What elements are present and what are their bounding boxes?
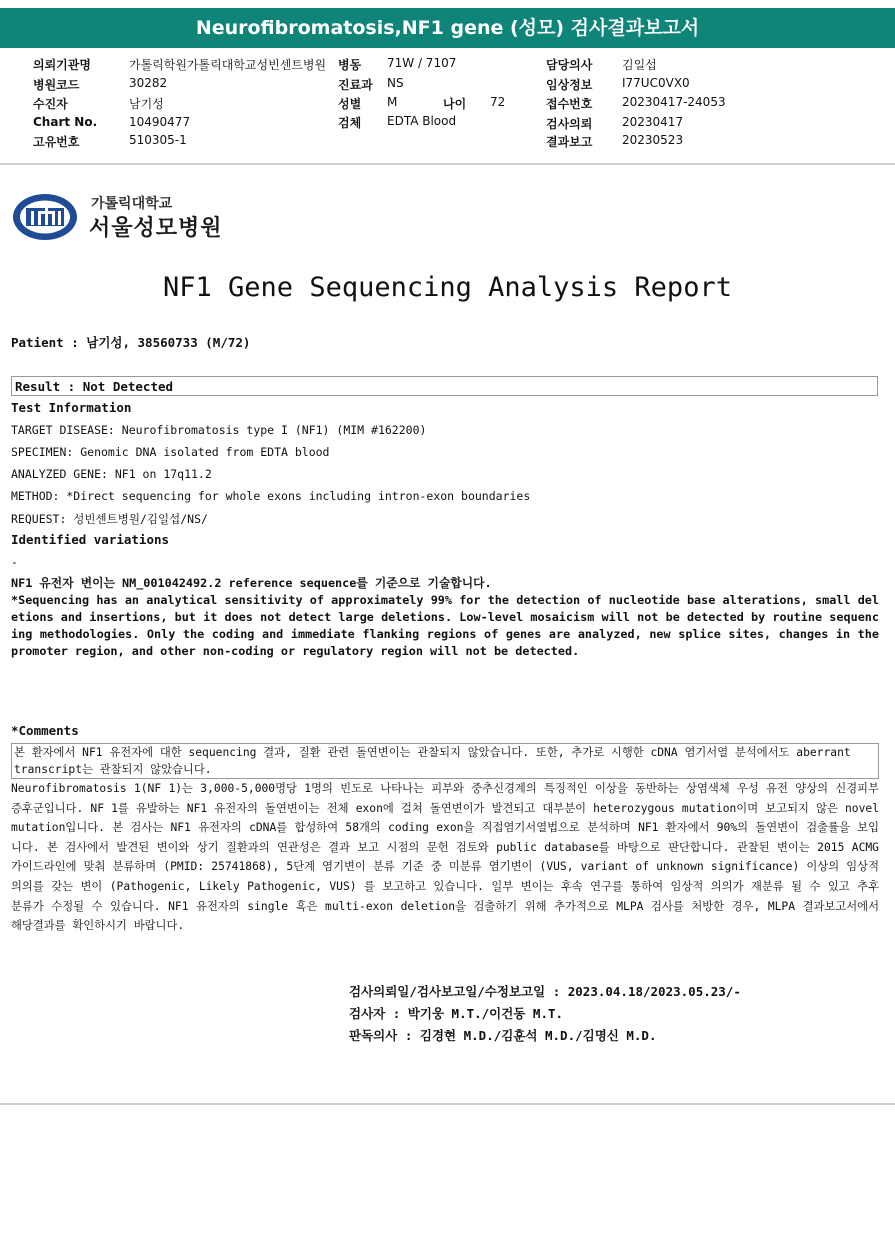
- label-receipt-number: 접수번호: [546, 97, 593, 111]
- label-sex: 성별: [338, 97, 362, 111]
- request-line: REQUEST: 성빈센트병원/김일섭/NS/: [11, 512, 208, 526]
- target-disease-line: TARGET DISEASE: Neurofibromatosis type I (NF1) (MIM #162200): [11, 423, 427, 437]
- method-line: METHOD: *Direct sequencing for whole exons including intron-exon boundaries: [11, 489, 531, 503]
- reading-physician-line: 판독의사 : 김경현 M.D./김훈석 M.D./김명신 M.D.: [349, 1028, 657, 1043]
- report-header-title: Neurofibromatosis,NF1 gene (성모) 검사결과보고서: [0, 8, 895, 48]
- label-hospital-code: 병원코드: [33, 78, 80, 92]
- value-hospital-code: 30282: [129, 76, 168, 90]
- value-department: NS: [387, 76, 404, 90]
- value-age: 72: [490, 95, 506, 109]
- label-age: 나이: [443, 97, 467, 111]
- comments-body: Neurofibromatosis 1(NF 1)는 3,000-5,000명당 1명의 빈도로 나타나는 피부와 중추신경계의 특징적인 이상을 동반하는 상염색체 우성 유전 양상의 신경피부증후군입니다. NF 1를 유발하는 NF1 유전자의 돌연변이는 전체 exon에 걸쳐 돌연변이가 발견되고 대부분이 heterozygous mutation이며 보고되지 않은 novel mutation입니다. 본 검사는 NF1 유전자의 cDNA를 합성하여 58개의 coding exon을 직접염기서열법으로 분석하며 NF1 환자에서 90%의 돌연변이 검출률을 보입니다. 본 검사에서 발견된 변이와 상기 질환과의 연관성은 결과 보고 시점의 문헌 검토와 public database를 바탕으로 판단합니다. 관찰된 변이는 2015 ACMG 가이드라인에 맞춰 분류하며 (PMID: 25741868), 5단계 염기변이 분류 기준 중 미분류 염기변이 (VUS, variant of unknown significance) 이상의 임상적 의의를 갖는 변이 (Pathogenic, Likely Pathogenic, VUS) 를 보고하고 있습니다. 일부 변이는 후속 연구를 통하여 임상적 의의가 재분류 될 수 있고 추후 분류가 수정될 수 있습니다. NF1 유전자의 single 혹은 multi-exon deletion을 검출하기 위해 추가적으로 MLPA 검사를 처방한 경우, MLPA 결과보고서에서 해당결과를 확인하시기 바랍니다.: [11, 782, 879, 933]
- label-patient: 수진자: [33, 97, 68, 111]
- technician-line: 검사자 : 박기웅 M.T./이건동 M.T.: [349, 1006, 564, 1021]
- hospital-name: 서울성모병원: [89, 216, 223, 241]
- header-divider: [0, 163, 895, 165]
- hospital-emblem-icon: [12, 193, 78, 241]
- label-result-report-date: 결과보고: [546, 135, 593, 149]
- identified-variations-heading: Identified variations: [11, 532, 170, 547]
- label-unique-number: 고유번호: [33, 135, 80, 149]
- value-requesting-institution: 가톨릭학원가톨릭대학교성빈센트병원: [129, 58, 327, 72]
- identified-variations-value: -: [11, 555, 18, 569]
- footer-divider: [0, 1103, 895, 1105]
- value-unique-number: 510305-1: [129, 133, 187, 147]
- label-department: 진료과: [338, 78, 373, 92]
- analyzed-gene-line: ANALYZED GENE: NF1 on 17q11.2: [11, 467, 212, 481]
- specimen-line: SPECIMEN: Genomic DNA isolated from EDTA blood: [11, 445, 330, 459]
- result-box: Result : Not Detected: [11, 376, 878, 396]
- value-clinical-info: I77UC0VX0: [622, 76, 690, 90]
- test-information-heading: Test Information: [11, 400, 132, 415]
- value-receipt-number: 20230417-24053: [622, 95, 726, 109]
- report-dates-line: 검사의뢰일/검사보고일/수정보고일 : 2023.04.18/2023.05.23/-: [349, 984, 741, 999]
- value-chart-no: 10490477: [129, 115, 191, 129]
- value-physician: 김일섭: [622, 58, 657, 72]
- hospital-logo: [12, 193, 232, 243]
- value-ward: 71W / 7107: [387, 56, 457, 70]
- label-clinical-info: 임상정보: [546, 78, 593, 92]
- reference-sequence-note: NF1 유전자 변이는 NM_001042492.2 reference sequence를 기준으로 기술합니다.: [11, 576, 492, 590]
- value-patient: 남기성: [129, 97, 164, 111]
- comments-heading: *Comments: [11, 723, 79, 738]
- value-sex: M: [387, 95, 398, 109]
- comments-summary-box: 본 환자에서 NF1 유전자에 대한 sequencing 결과, 질환 관련 돌연변이는 관찰되지 않았습니다. 또한, 추가로 시행한 cDNA 염기서열 분석에서도 aberrant transcript는 관찰되지 않았습니다.: [11, 743, 879, 779]
- label-specimen: 검체: [338, 116, 362, 130]
- value-test-request-date: 20230417: [622, 115, 684, 129]
- patient-line: Patient : 남기성, 38560733 (M/72): [11, 335, 251, 350]
- label-chart-no: Chart No.: [33, 115, 98, 129]
- value-result-report-date: 20230523: [622, 133, 684, 147]
- label-requesting-institution: 의뢰기관명: [33, 58, 91, 72]
- sensitivity-note: *Sequencing has an analytical sensitivity of approximately 99% for the detection of nucleotide base alterations, small deletions and insertions, but it does not detect large deletions. Low-level mosaicism will not be detected by routine sequencing methodologies. Only the coding and immediate flanking regions of genes are analyzed, new splice sites, changes in the promoter region, and other non-coding or regulatory region will not be detected.: [11, 593, 879, 658]
- value-specimen: EDTA Blood: [387, 114, 457, 128]
- label-physician: 담당의사: [546, 58, 593, 72]
- hospital-name-university: 가톨릭대학교: [91, 196, 173, 212]
- label-test-request-date: 검사의뢰: [546, 117, 593, 131]
- label-ward: 병동: [338, 58, 362, 72]
- report-title: NF1 Gene Sequencing Analysis Report: [163, 272, 732, 303]
